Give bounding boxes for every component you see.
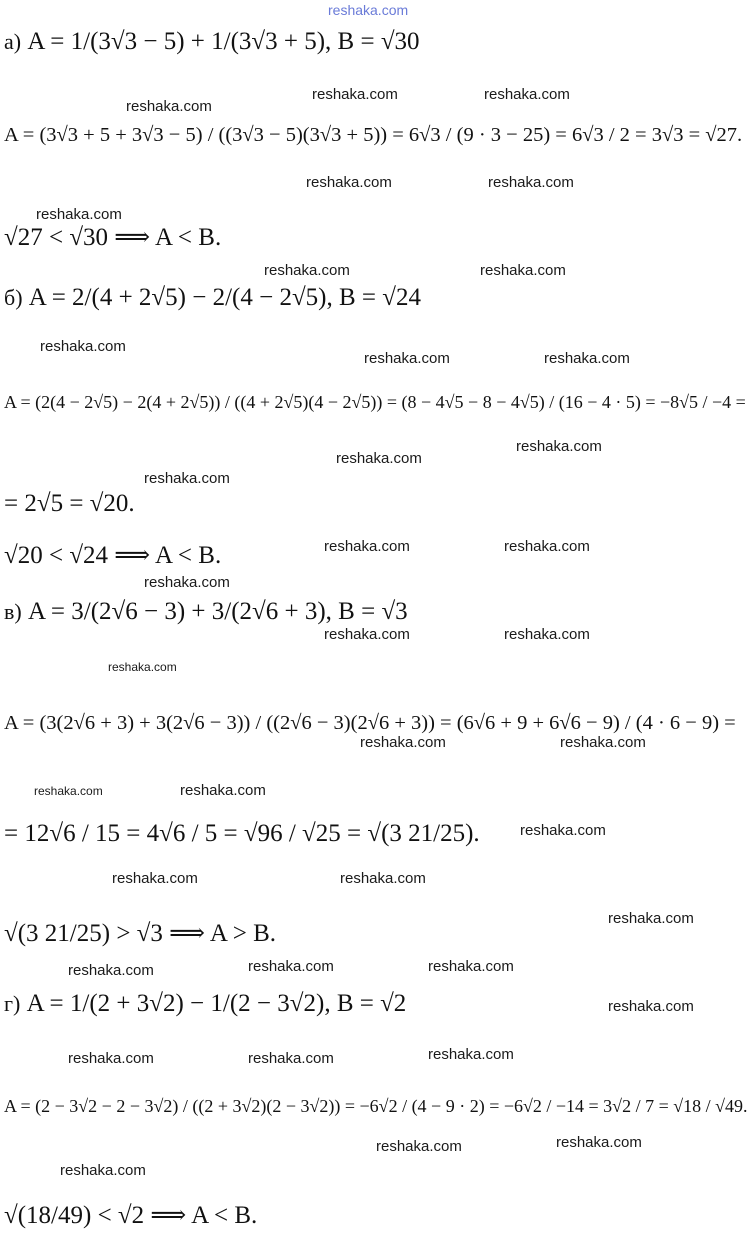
watermark: reshaka.com (516, 438, 602, 455)
part-d-label: г) (4, 991, 21, 1016)
part-b-line-1: A = (2(4 − 2√5) − 2(4 + 2√5)) / ((4 + 2√5)(4 − 2√5)) = (8 − 4√5 − 8 − 4√5) / (16 − 4 · 5) = −8√5 / −4 = (4, 392, 746, 412)
part-a-label: а) (4, 29, 22, 54)
part-a-given: A = 1/(3√3 − 5) + 1/(3√3 + 5), B = √30 (27, 28, 420, 55)
watermark: reshaka.com (306, 174, 392, 191)
part-c-conclusion: √(3 21/25) > √3 ⟹ A > B. (4, 920, 277, 947)
header-watermark: reshaka.com (328, 2, 409, 18)
watermark: reshaka.com (376, 1138, 462, 1155)
watermark: reshaka.com (324, 538, 410, 555)
watermark: reshaka.com (312, 86, 398, 103)
watermark: reshaka.com (608, 998, 694, 1015)
watermark: reshaka.com (556, 1134, 642, 1151)
watermark: reshaka.com (544, 350, 630, 367)
part-a-conclusion: √27 < √30 ⟹ A < B. (4, 224, 222, 251)
part-b-given: A = 2/(4 + 2√5) − 2/(4 − 2√5), B = √24 (28, 284, 421, 311)
watermark: reshaka.com (126, 98, 212, 115)
watermark: reshaka.com (248, 1050, 334, 1067)
watermark: reshaka.com (108, 660, 177, 674)
part-c-line-2: = 12√6 / 15 = 4√6 / 5 = √96 / √25 = √(3 21/25). (4, 820, 480, 847)
watermark: reshaka.com (520, 822, 606, 839)
part-c-label: в) (4, 599, 22, 624)
part-b-given-row (4, 284, 421, 312)
part-d-line-1: A = (2 − 3√2 − 2 − 3√2) / ((2 + 3√2)(2 − 3√2)) = −6√2 / (4 − 9 · 2) = −6√2 / −14 = 3√2 / 7 = √18 / √49. (4, 1096, 748, 1116)
watermark: reshaka.com (68, 962, 154, 979)
part-a-line-1: A = (3√3 + 5 + 3√3 − 5) / ((3√3 − 5)(3√3 + 5)) = 6√3 / (9 · 3 − 25) = 6√3 / 2 = 3√3 = √27. (4, 124, 743, 146)
watermark: reshaka.com (60, 1162, 146, 1179)
watermark: reshaka.com (144, 470, 230, 487)
watermark: reshaka.com (488, 174, 574, 191)
watermark: reshaka.com (112, 870, 198, 887)
part-d-conclusion: √(18/49) < √2 ⟹ A < B. (4, 1202, 258, 1229)
watermark: reshaka.com (484, 86, 570, 103)
part-c-line-1: A = (3(2√6 + 3) + 3(2√6 − 3)) / ((2√6 − 3)(2√6 + 3)) = (6√6 + 9 + 6√6 − 9) / (4 · 6 − 9) = (4, 712, 736, 734)
watermark: reshaka.com (360, 734, 446, 751)
watermark: reshaka.com (504, 626, 590, 643)
watermark: reshaka.com (428, 958, 514, 975)
part-c-given-row (4, 598, 408, 626)
part-c-given: A = 3/(2√6 − 3) + 3/(2√6 + 3), B = √3 (27, 598, 408, 625)
watermark: reshaka.com (504, 538, 590, 555)
watermark: reshaka.com (364, 350, 450, 367)
watermark: reshaka.com (608, 910, 694, 927)
watermark: reshaka.com (144, 574, 230, 591)
watermark: reshaka.com (34, 784, 103, 798)
watermark: reshaka.com (40, 338, 126, 355)
part-d-given-row (4, 990, 406, 1018)
watermark: reshaka.com (560, 734, 646, 751)
part-d-given: A = 1/(2 + 3√2) − 1/(2 − 3√2), B = √2 (26, 990, 407, 1017)
watermark: reshaka.com (336, 450, 422, 467)
part-a-given-row (4, 28, 420, 56)
watermark: reshaka.com (180, 782, 266, 799)
watermark: reshaka.com (480, 262, 566, 279)
watermark: reshaka.com (324, 626, 410, 643)
watermark: reshaka.com (264, 262, 350, 279)
watermark: reshaka.com (428, 1046, 514, 1063)
watermark: reshaka.com (340, 870, 426, 887)
watermark: reshaka.com (36, 206, 122, 223)
part-b-label: б) (4, 285, 23, 310)
watermark: reshaka.com (248, 958, 334, 975)
watermark: reshaka.com (68, 1050, 154, 1067)
part-b-line-2: = 2√5 = √20. (4, 490, 135, 517)
part-b-conclusion: √20 < √24 ⟹ A < B. (4, 542, 222, 569)
